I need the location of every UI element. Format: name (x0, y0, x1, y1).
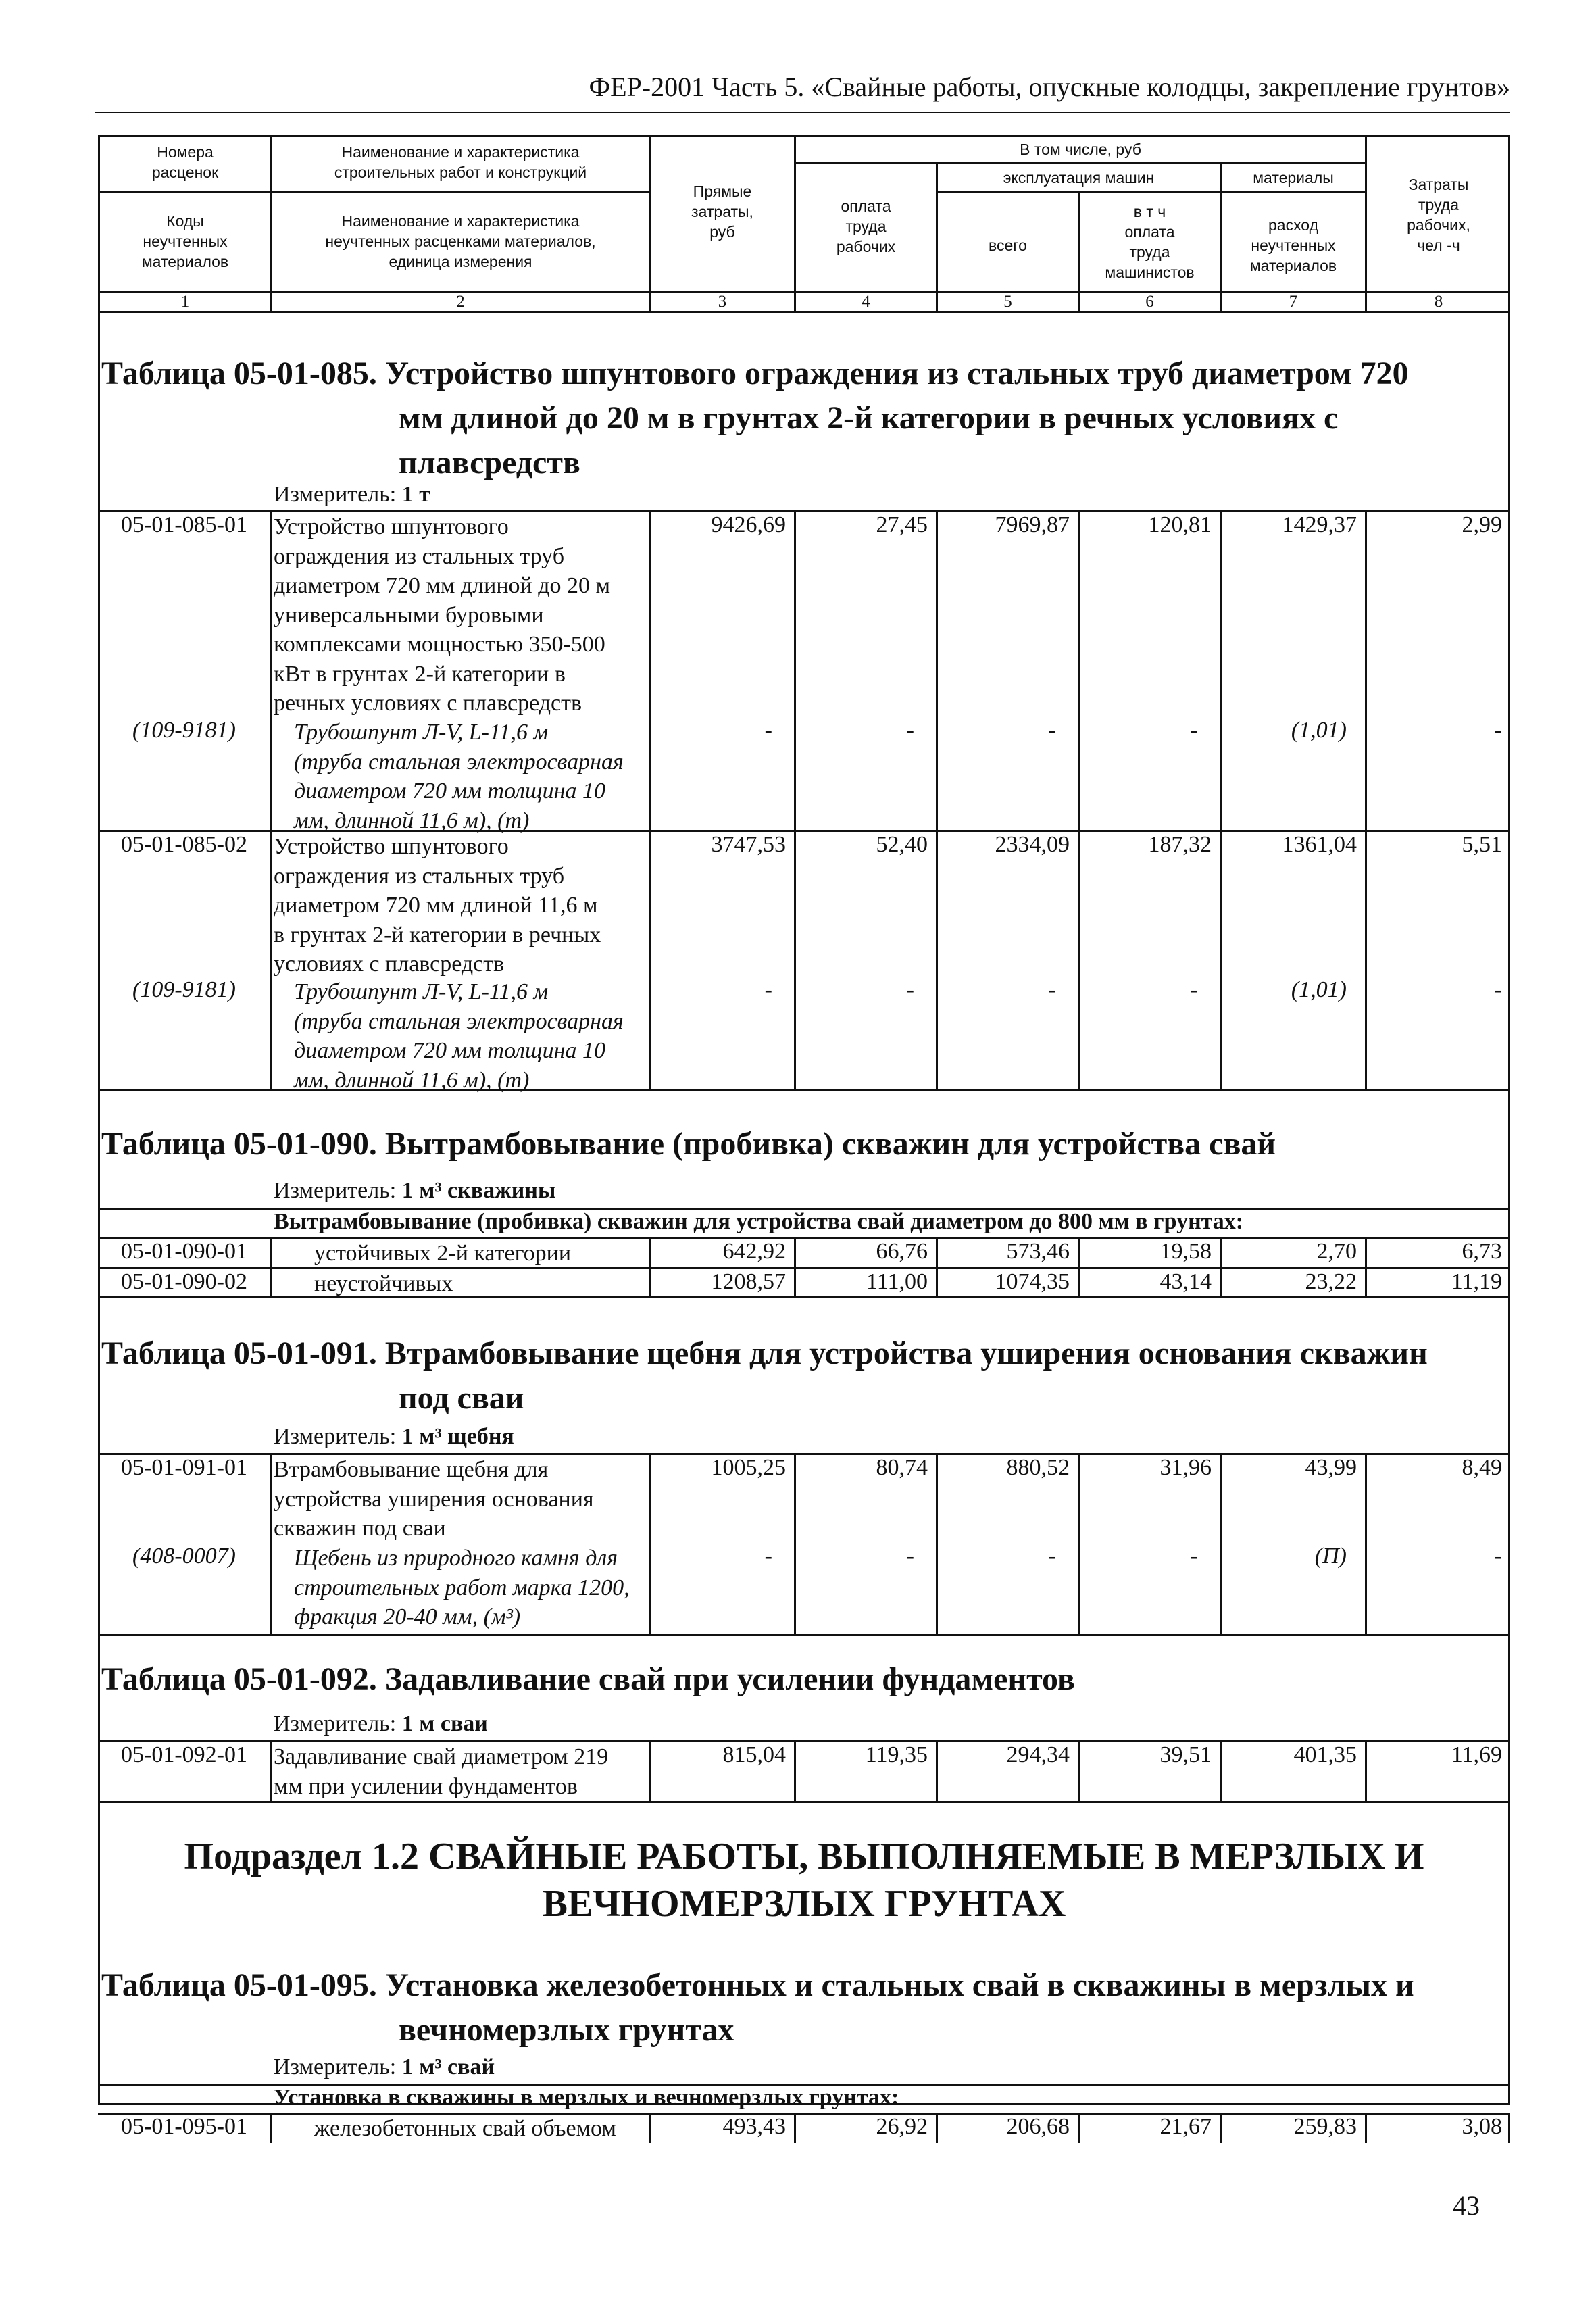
rate-code: 05-01-085-01 (121, 512, 247, 537)
materials: (1,01) (1291, 977, 1347, 1002)
materials: (П) (1314, 1544, 1347, 1569)
direct-cost: 1208,57 (711, 1269, 786, 1294)
machines-total: 880,52 (1006, 1455, 1070, 1480)
labor-hours: 3,08 (1462, 2114, 1502, 2139)
operators-pay: 31,96 (1159, 1455, 1212, 1480)
colnum-3: 3 (718, 293, 727, 311)
hdr-group-in-total: В том числе, руб (1020, 141, 1141, 158)
labor-hours: 2,99 (1462, 512, 1502, 537)
direct-cost: - (764, 718, 772, 743)
operators-pay: - (1190, 718, 1198, 743)
running-header: ФЕР-2001 Часть 5. «Свайные работы, опускные колодцы, закрепление грунтов» (589, 72, 1510, 102)
operators-pay: - (1190, 977, 1198, 1002)
table-085-vrule (270, 510, 272, 1089)
table-092-title: Таблица 05-01-092. Задавливание свай при усилении фундаментов (101, 1661, 1075, 1697)
rate-code: 05-01-091-01 (121, 1455, 247, 1480)
table-092-code: Таблица 05-01-092. (101, 1661, 377, 1697)
materials: 259,83 (1293, 2114, 1357, 2139)
direct-cost: - (764, 977, 772, 1002)
table-095-subheader: Установка в скважины в мерзлых и вечномерзлых грунтах: (274, 2085, 899, 2110)
table-092-rule-bottom (98, 1801, 1510, 1803)
material-code: (109-9181) (132, 977, 236, 1002)
rate-description: устойчивых 2-й категории (314, 1241, 572, 1266)
worker-pay: 80,74 (876, 1455, 928, 1480)
colnum-4: 4 (862, 293, 870, 311)
table-095-vrule (270, 2113, 272, 2143)
machines-total: 1074,35 (995, 1269, 1070, 1294)
machines-total: 294,34 (1006, 1742, 1070, 1767)
rate-description: Втрамбовывание щебня для устройства уширения основания скважин под сваи (274, 1457, 594, 1541)
direct-cost: 1005,25 (711, 1455, 786, 1480)
direct-cost: 9426,69 (711, 512, 786, 537)
worker-pay: 26,92 (876, 2114, 928, 2139)
worker-pay: 27,45 (876, 512, 928, 537)
worker-pay: 119,35 (865, 1742, 928, 1767)
labor-hours: 11,19 (1451, 1269, 1502, 1294)
hdr-col8: Затраты труда рабочих, чел -ч (1407, 176, 1470, 254)
page-number: 43 (1453, 2190, 1480, 2221)
hdr-col3: Прямые затраты, руб (691, 182, 753, 241)
rate-description: Устройство шпунтового ограждения из стальных труб диаметром 720 мм длиной 11,6 м в грунтах 2-й категории в речных условиях с плавсредств (274, 834, 601, 977)
hdr-col1-bottom: Коды неучтенных материалов (141, 212, 229, 270)
hdr-col2-top: Наименование и характеристика строительных работ и конструкций (334, 143, 587, 181)
table-085-title: Таблица 05-01-085. Устройство шпунтового ограждения из стальных труб диаметром 720 мм длиной до 20 м в грунтах 2-й категории в речных условиях с плавсредств (101, 355, 1409, 481)
table-095-title: Таблица 05-01-095. Установка железобетонных и стальных свай в скважины в мерзлых и вечномерзлых грунтах (101, 1967, 1414, 2048)
worker-pay: - (906, 718, 914, 743)
colnum-5: 5 (1003, 293, 1012, 311)
section-title: Подраздел 1.2 СВАЙНЫЕ РАБОТЫ, ВЫПОЛНЯЕМЫЕ В МЕРЗЛЫХ И ВЕЧНОМЕРЗЛЫХ ГРУНТАХ (184, 1836, 1424, 1925)
rate-description: Устройство шпунтового ограждения из стальных труб диаметром 720 мм длиной до 20 м универсальными буровыми комплексами мощностью 350-500 кВт в грунтах 2-й категории в речных условиях с плавсредств (274, 514, 611, 716)
operators-pay: 19,58 (1159, 1239, 1212, 1264)
material-description: Щебень из природного камня для строительных работ марка 1200, фракция 20-40 мм, (м³) (294, 1546, 630, 1629)
table-091-measure: Измеритель: 1 м³ щебня (274, 1424, 514, 1449)
hdr-col5: всего (989, 237, 1027, 254)
table-095-vrule (1508, 2113, 1510, 2143)
hdr-col7: расход неучтенных материалов (1249, 216, 1337, 274)
rate-code: 05-01-090-01 (121, 1239, 247, 1264)
labor-hours: 6,73 (1462, 1239, 1502, 1264)
worker-pay: 52,40 (876, 832, 928, 857)
colnum-6: 6 (1145, 293, 1154, 311)
materials: 401,35 (1293, 1742, 1357, 1767)
worker-pay: 111,00 (866, 1269, 928, 1294)
material-code: (109-9181) (132, 718, 236, 743)
table-090-rule-bottom (98, 1296, 1510, 1298)
table-090-code: Таблица 05-01-090. (101, 1126, 377, 1162)
table-095-measure: Измеритель: 1 м³ свай (274, 2054, 495, 2079)
materials: 1361,04 (1282, 832, 1357, 857)
material-description: Трубошпунт Л-V, L-11,6 м (труба стальная электросварная диаметром 720 мм толщина 10 мм, длинной 11,6 м), (т) (294, 720, 624, 833)
table-085-code: Таблица 05-01-085. (101, 355, 377, 391)
labor-hours: 5,51 (1462, 832, 1502, 857)
materials: 1429,37 (1282, 512, 1357, 537)
hdr-col2-bottom: Наименование и характеристика неучтенных расценками материалов, единица измерения (325, 212, 596, 270)
table-090-subheader: Вытрамбовывание (пробивка) скважин для устройства свай диаметром до 800 мм в грунтах: (274, 1209, 1244, 1234)
rate-code: 05-01-085-02 (121, 832, 247, 857)
machines-total: - (1048, 1544, 1056, 1569)
table-092-vrule (270, 1740, 272, 1801)
table-085-measure: Измеритель: 1 т (274, 482, 430, 507)
colnum-7: 7 (1289, 293, 1298, 311)
machines-total: - (1048, 718, 1056, 743)
rate-code: 05-01-090-02 (121, 1269, 247, 1294)
rate-code: 05-01-092-01 (121, 1742, 247, 1767)
table-090-measure: Измеритель: 1 м³ скважины (274, 1178, 556, 1203)
operators-pay: - (1190, 1544, 1198, 1569)
rate-description: Задавливание свай диаметром 219 мм при усилении фундаментов (274, 1744, 609, 1799)
operators-pay: 187,32 (1148, 832, 1212, 857)
operators-pay: 43,14 (1159, 1269, 1212, 1294)
table-091-code: Таблица 05-01-091. (101, 1335, 377, 1371)
direct-cost: 3747,53 (711, 832, 786, 857)
hdr-col7-top: материалы (1253, 169, 1334, 187)
machines-total: - (1048, 977, 1056, 1002)
table-092-measure: Измеритель: 1 м сваи (274, 1711, 488, 1736)
materials: (1,01) (1291, 718, 1347, 743)
rate-code: 05-01-095-01 (121, 2114, 247, 2139)
hdr-col4: оплата труда рабочих (836, 197, 896, 255)
materials: 2,70 (1316, 1239, 1357, 1264)
operators-pay: 120,81 (1148, 512, 1212, 537)
machines-total: 7969,87 (995, 512, 1070, 537)
direct-cost: 642,92 (722, 1239, 786, 1264)
colnum-1: 1 (180, 293, 190, 311)
rate-description: неустойчивых (314, 1271, 453, 1296)
operators-pay: 21,67 (1159, 2114, 1212, 2139)
table-091-vrule (270, 1453, 272, 1634)
rule-group-top (794, 162, 1365, 164)
machines-total: 206,68 (1006, 2114, 1070, 2139)
material-code: (408-0007) (132, 1544, 236, 1569)
materials: 43,99 (1305, 1455, 1357, 1480)
labor-hours: - (1494, 977, 1502, 1002)
rule-header-split (98, 191, 649, 193)
materials: 23,22 (1305, 1269, 1357, 1294)
rate-description: железобетонных свай объемом (314, 2116, 616, 2141)
labor-hours: - (1494, 1544, 1502, 1569)
worker-pay: - (906, 1544, 914, 1569)
operators-pay: 39,51 (1159, 1742, 1212, 1767)
machines-total: 2334,09 (995, 832, 1070, 857)
header-rule (95, 112, 1510, 113)
labor-hours: 11,69 (1451, 1742, 1502, 1767)
worker-pay: - (906, 977, 914, 1002)
table-090-vrule (270, 1237, 272, 1296)
table-091-title: Таблица 05-01-091. Втрамбовывание щебня для устройства уширения основания скважин под сваи (101, 1335, 1428, 1416)
table-091-rule-bottom (98, 1634, 1510, 1636)
direct-cost: 493,43 (722, 2114, 786, 2139)
labor-hours: 8,49 (1462, 1455, 1502, 1480)
machines-total: 573,46 (1006, 1239, 1070, 1264)
worker-pay: 66,76 (876, 1239, 928, 1264)
table-090-title: Таблица 05-01-090. Вытрамбовывание (пробивка) скважин для устройства свай (101, 1126, 1276, 1162)
hdr-group-machines: эксплуатация машин (1003, 169, 1155, 187)
hdr-col6: в т ч оплата труда машинистов (1105, 203, 1195, 281)
labor-hours: - (1494, 718, 1502, 743)
direct-cost: - (764, 1544, 772, 1569)
table-095-code: Таблица 05-01-095. (101, 1967, 377, 2003)
hdr-col1-top: Номера расценок (151, 143, 219, 181)
rule-machines-bottom (936, 191, 1365, 193)
colnum-2: 2 (456, 293, 465, 311)
colnum-8: 8 (1434, 293, 1443, 311)
material-description: Трубошпунт Л-V, L-11,6 м (труба стальная электросварная диаметром 720 мм толщина 10 мм, длинной 11,6 м), (т) (294, 979, 624, 1093)
direct-cost: 815,04 (722, 1742, 786, 1767)
